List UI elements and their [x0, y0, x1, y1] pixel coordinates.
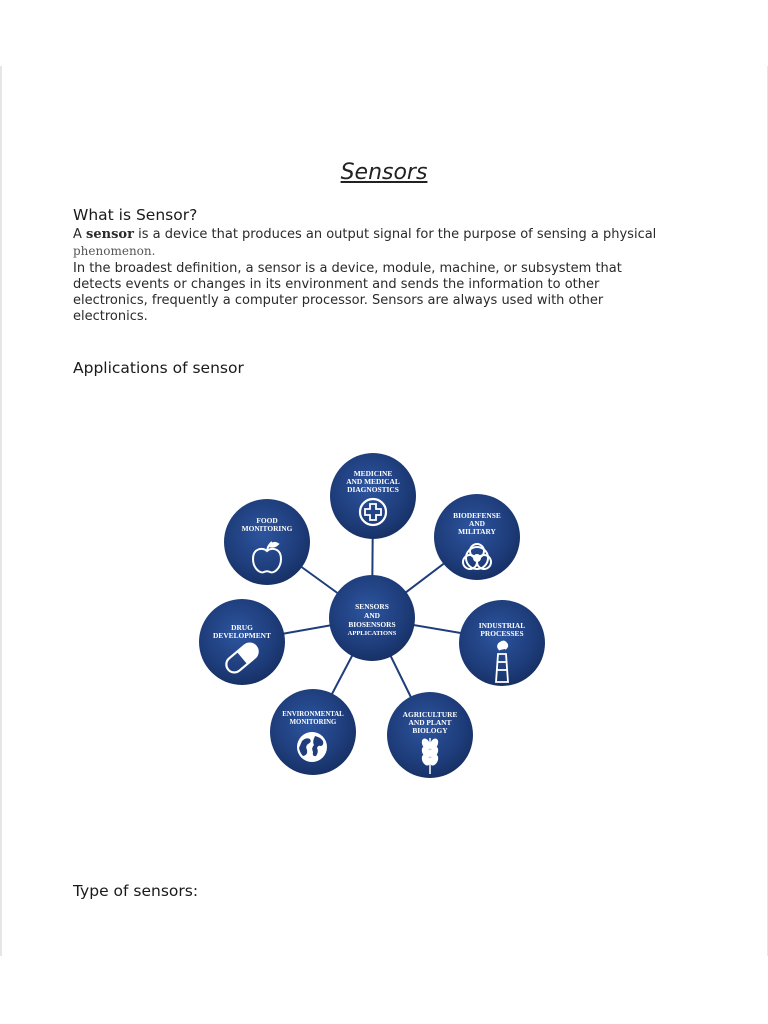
- section-heading-what-is-sensor: What is Sensor?: [73, 206, 198, 224]
- center-label-line2: AND: [363, 611, 381, 620]
- medicine-label-line3: DIAGNOSTICS: [347, 485, 399, 494]
- section-heading-type-of-sensors: Type of sensors:: [73, 882, 199, 900]
- biodefense-label-line3: MILITARY: [458, 527, 496, 536]
- food-label-line1: FOOD: [256, 516, 278, 525]
- node-biodefense: [434, 494, 520, 580]
- medicine-label-line1: MEDICINE: [353, 469, 393, 478]
- node-food: [224, 499, 310, 585]
- environmental-label-line1: ENVIRONMENTAL: [282, 711, 344, 718]
- sensor-term: sensor: [86, 227, 134, 242]
- para1-prefix: A: [73, 227, 82, 242]
- industrial-label-line1: INDUSTRIAL: [478, 621, 526, 630]
- environmental-label-line2: MONITORING: [289, 719, 337, 726]
- node-industrial: [459, 600, 545, 686]
- diagram-svg: [190, 440, 570, 790]
- sensor-applications-diagram: [190, 440, 570, 790]
- section-heading-applications: Applications of sensor: [73, 359, 244, 377]
- node-drug: [199, 599, 285, 685]
- para1-rest: is a device that produces an output signal for the purpose of sensing a physical: [138, 227, 657, 242]
- node-medicine: [330, 453, 416, 539]
- globe-icon: [297, 732, 327, 762]
- node-agriculture: [387, 692, 473, 778]
- para1-tail: phenomenon.: [73, 244, 156, 259]
- center-label-line3: BIOSENSORS: [348, 620, 396, 629]
- center-node: [329, 575, 415, 661]
- drug-label-line1: DRUG: [231, 623, 253, 632]
- medicine-label-line2: AND MEDICAL: [346, 477, 400, 486]
- node-environmental: [270, 689, 356, 775]
- definition-paragraph-1: [73, 227, 673, 261]
- agriculture-label-line2: AND PLANT: [408, 718, 452, 727]
- document-title: Sensors: [340, 160, 428, 185]
- definition-text: [73, 227, 673, 326]
- drug-label-line2: DEVELOPMENT: [213, 631, 271, 640]
- center-label-line4: APPLICATIONS: [347, 630, 397, 637]
- definition-paragraph-2: In the broadest definition, a sensor is a device, module, machine, or subsystem that detects events or changes in its environment and sends the information to other electronics, frequently a computer processor. Sensors are always used with other electronics.: [73, 260, 622, 325]
- industrial-label-line2: PROCESSES: [480, 629, 524, 638]
- page-border-left: [0, 66, 2, 956]
- agriculture-label-line1: AGRICULTURE: [402, 710, 458, 719]
- center-label-line1: SENSORS: [355, 602, 389, 611]
- agriculture-label-line3: BIOLOGY: [412, 726, 448, 735]
- biodefense-label-line2: AND: [468, 519, 486, 528]
- biodefense-label-line1: BIODEFENSE: [453, 511, 501, 520]
- food-label-line2: MONITORING: [241, 524, 293, 533]
